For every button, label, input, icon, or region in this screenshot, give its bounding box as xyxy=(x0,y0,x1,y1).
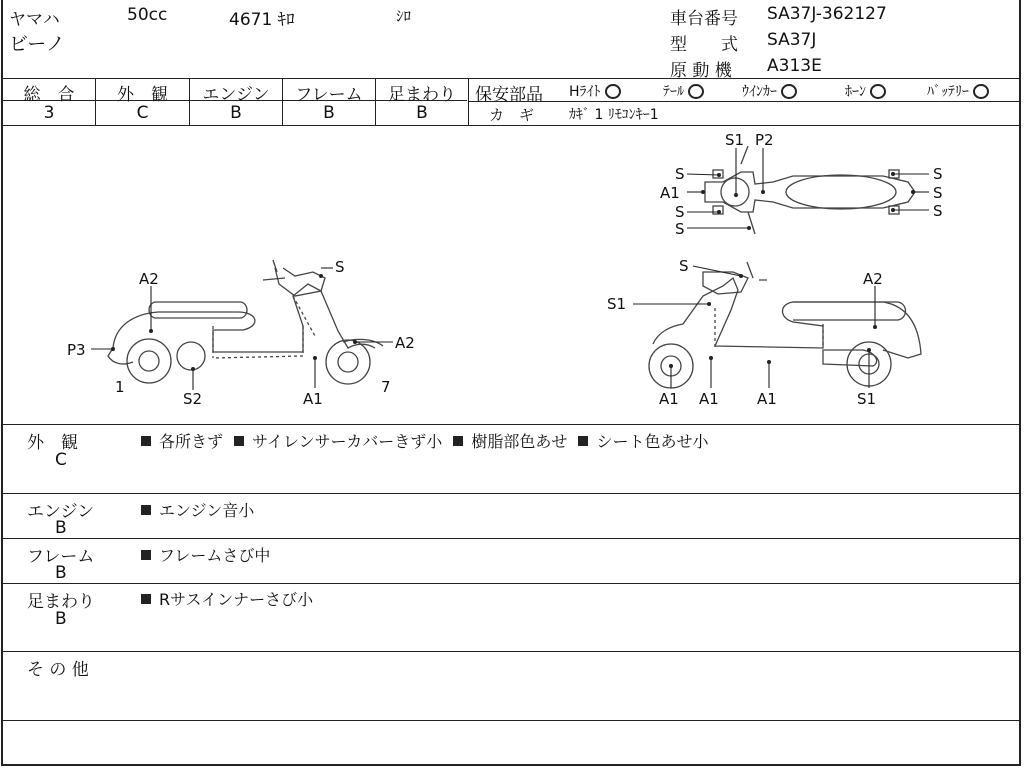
grade-suspension-value: B xyxy=(416,103,428,123)
divider xyxy=(3,78,1019,79)
section-frame-grade: B xyxy=(55,563,67,583)
bullet-icon xyxy=(578,436,588,446)
bullet-icon xyxy=(141,594,151,604)
engine-value: A313E xyxy=(767,56,822,76)
grade-engine-label: エンジン xyxy=(202,85,270,105)
diagram-label: P3 xyxy=(67,341,86,359)
diagram-label: A2 xyxy=(395,334,415,352)
section-frame-items: フレームさび中 xyxy=(139,543,270,566)
divider xyxy=(3,583,1019,584)
safety-item-headlight: Hﾗｲﾄ xyxy=(569,81,621,101)
grade-frame-label: フレーム xyxy=(295,85,363,105)
section-exterior-items: 各所きず サイレンサーカバーきず小 樹脂部色あせ シート色あせ小 xyxy=(139,429,709,452)
ok-mark-icon xyxy=(870,84,886,99)
diagram-label: S xyxy=(933,165,943,183)
frame-no-label: 車台番号 xyxy=(670,9,738,29)
grade-engine-value: B xyxy=(230,103,242,123)
diagram-label: S xyxy=(335,258,345,276)
diagram-label: S xyxy=(675,165,685,183)
divider xyxy=(3,424,1019,425)
divider xyxy=(3,651,1019,652)
section-other-title: そ の 他 xyxy=(27,660,89,680)
section-exterior-title: 外 観 xyxy=(27,433,78,453)
inspection-sheet xyxy=(1,0,1021,766)
diagram-label: A1 xyxy=(659,390,679,408)
safety-item-winker: ｳｲﾝｶｰ xyxy=(742,81,797,101)
divider xyxy=(469,101,1019,102)
safety-item-horn: ﾎｰﾝ xyxy=(845,81,886,101)
diagram-label: S xyxy=(679,257,689,275)
ok-mark-icon xyxy=(605,84,621,99)
ok-mark-icon xyxy=(973,84,989,99)
diagram-label: A2 xyxy=(139,270,159,288)
diagram-label: S2 xyxy=(183,390,203,408)
divider xyxy=(468,78,469,125)
grade-suspension-label: 足まわり xyxy=(388,85,456,105)
engine-label: 原 動 機 xyxy=(670,61,732,81)
grade-frame-value: B xyxy=(323,103,335,123)
diagram-label: P2 xyxy=(755,131,774,149)
type-value: SA37J xyxy=(767,30,817,50)
marker-dots xyxy=(111,172,915,371)
type-label: 型 式 xyxy=(670,35,738,55)
grade-exterior-value: C xyxy=(136,103,149,123)
divider xyxy=(3,493,1019,494)
diagram-label: S1 xyxy=(725,131,745,149)
section-suspension-title: 足まわり xyxy=(27,592,95,612)
bullet-icon xyxy=(234,436,244,446)
diagram-label: A1 xyxy=(757,390,777,408)
section-suspension-grade: B xyxy=(55,609,67,629)
bullet-icon xyxy=(453,436,463,446)
section-frame-title: フレーム xyxy=(27,547,95,567)
keys-label: カ ギ xyxy=(489,106,535,124)
grade-total-value: 3 xyxy=(43,103,55,123)
diagram-label: A2 xyxy=(863,270,883,288)
bullet-icon xyxy=(141,550,151,560)
diagram-label: 1 xyxy=(115,378,125,396)
keys-value: ｶｷﾞ 1 ﾘﾓｺﾝｷｰ1 xyxy=(569,107,659,123)
diagram-label: S xyxy=(675,203,685,221)
diagram-label: S xyxy=(675,220,685,238)
diagram-label: S1 xyxy=(607,295,627,313)
diagram-label: S xyxy=(933,202,943,220)
frame-no: SA37J-362127 xyxy=(767,4,887,24)
divider xyxy=(3,538,1019,539)
safety-item-tail: ﾃｰﾙ xyxy=(663,81,704,101)
divider xyxy=(3,720,1019,721)
section-exterior-grade: C xyxy=(55,450,67,470)
grade-exterior-label: 外 観 xyxy=(117,85,168,105)
diagram-label: S xyxy=(933,184,943,202)
grade-total-label: 総 合 xyxy=(23,85,75,105)
bullet-icon xyxy=(141,505,151,515)
ok-mark-icon xyxy=(781,84,797,99)
diagram-label: A1 xyxy=(303,390,323,408)
diagram-label: 7 xyxy=(381,378,391,396)
body-color: ｼﾛ xyxy=(396,7,412,25)
diagram-label: A1 xyxy=(660,184,680,202)
diagram-label: A1 xyxy=(699,390,719,408)
maker: ヤマハ xyxy=(9,10,60,30)
displacement: 50cc xyxy=(127,5,168,25)
ok-mark-icon xyxy=(688,84,704,99)
mileage: 4671 ｷﾛ xyxy=(229,10,295,30)
damage-diagram xyxy=(3,126,1021,424)
section-engine-grade: B xyxy=(55,518,67,538)
section-engine-items: エンジン音小 xyxy=(139,498,254,521)
section-suspension-items: Rサスインナーさび小 xyxy=(139,587,313,610)
leader-lines xyxy=(91,148,929,390)
bullet-icon xyxy=(141,436,151,446)
diagram-label: S1 xyxy=(857,390,877,408)
safety-label: 保安部品 xyxy=(475,85,543,105)
section-engine-title: エンジン xyxy=(27,502,95,522)
model-name: ビーノ xyxy=(9,33,65,55)
safety-item-battery: ﾊﾞｯﾃﾘｰ xyxy=(927,81,989,101)
